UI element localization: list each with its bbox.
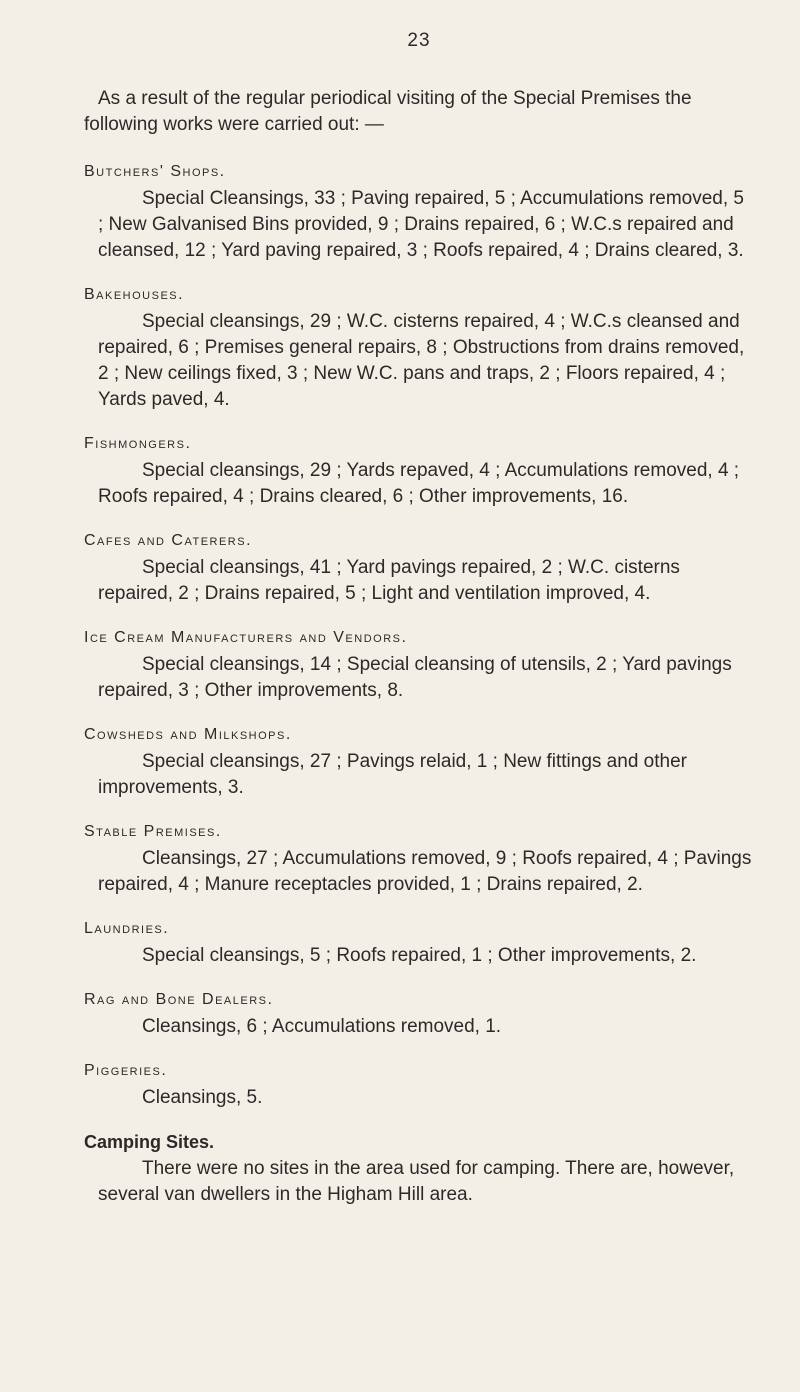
section-rag-bone-dealers bbox=[84, 988, 754, 1040]
section-body: Special cleansings, 29 ; W.C. cisterns repaired, 4 ; W.C.s cleansed and repaired, 6 ; Premises general repairs, 8 ; Obstructions from drains removed, 2 ; New ceilings fixed, 3 ; New W.C. pans and traps, 2 ; Floors repaired, 4 ; Yards paved, 4. bbox=[98, 311, 745, 410]
section-piggeries bbox=[84, 1059, 754, 1111]
section-camping-sites bbox=[84, 1130, 754, 1208]
section-body: Special cleansings, 27 ; Pavings relaid, 1 ; New fittings and other improvements, 3. bbox=[98, 751, 687, 798]
section-stable-premises bbox=[84, 820, 754, 898]
section-heading: Cowsheds and Milkshops. bbox=[84, 726, 292, 743]
section-heading: Bakehouses. bbox=[84, 286, 185, 303]
section-body: Special cleansings, 29 ; Yards repaved, 4 ; Accumulations removed, 4 ; Roofs repaired, 4 ; Drains cleared, 6 ; Other improvements, 16. bbox=[98, 460, 740, 507]
section-bakehouses bbox=[84, 283, 754, 413]
section-heading: Laundries. bbox=[84, 920, 170, 937]
section-heading: Ice Cream Manufacturers and Vendors. bbox=[84, 629, 408, 646]
intro-paragraph: As a result of the regular periodical visiting of the Special Premises the following works were carried out: — bbox=[84, 88, 692, 135]
section-body: Cleansings, 6 ; Accumulations removed, 1. bbox=[142, 1016, 502, 1037]
section-body: Special cleansings, 5 ; Roofs repaired, 1 ; Other improvements, 2. bbox=[142, 945, 697, 966]
section-heading: Butchers' Shops. bbox=[84, 163, 226, 180]
section-heading: Piggeries. bbox=[84, 1062, 168, 1079]
section-body: Special cleansings, 41 ; Yard pavings repaired, 2 ; W.C. cisterns repaired, 2 ; Drains repaired, 5 ; Light and ventilation improved, 4. bbox=[98, 557, 680, 604]
section-ice-cream bbox=[84, 626, 754, 704]
section-heading: Cafes and Caterers. bbox=[84, 532, 253, 549]
document-page bbox=[84, 30, 754, 1227]
section-laundries bbox=[84, 917, 754, 969]
section-heading: Fishmongers. bbox=[84, 435, 192, 452]
section-fishmongers bbox=[84, 432, 754, 510]
section-cowsheds-milkshops bbox=[84, 723, 754, 801]
section-heading: Camping Sites. bbox=[84, 1132, 215, 1152]
section-body: There were no sites in the area used for camping. There are, however, several van dwellers in the Higham Hill area. bbox=[98, 1158, 735, 1205]
section-body: Cleansings, 27 ; Accumulations removed, 9 ; Roofs repaired, 4 ; Pavings repaired, 4 ; Manure receptacles provided, 1 ; Drains repaired, 2. bbox=[98, 848, 752, 895]
page-number: 23 bbox=[407, 30, 431, 51]
section-body: Special cleansings, 14 ; Special cleansing of utensils, 2 ; Yard pavings repaired, 3 ; Other improvements, 8. bbox=[98, 654, 732, 701]
section-heading: Stable Premises. bbox=[84, 823, 222, 840]
section-body: Special Cleansings, 33 ; Paving repaired, 5 ; Accumulations removed, 5 ; New Galvanised Bins provided, 9 ; Drains repaired, 6 ; W.C.s repaired and cleansed, 12 ; Yard paving repaired, 3 ; Roofs repaired, 4 ; Drains cleared, 3. bbox=[98, 188, 744, 261]
section-body: Cleansings, 5. bbox=[142, 1087, 263, 1108]
section-cafes-caterers bbox=[84, 529, 754, 607]
section-heading: Rag and Bone Dealers. bbox=[84, 991, 274, 1008]
section-butchers-shops bbox=[84, 160, 754, 264]
